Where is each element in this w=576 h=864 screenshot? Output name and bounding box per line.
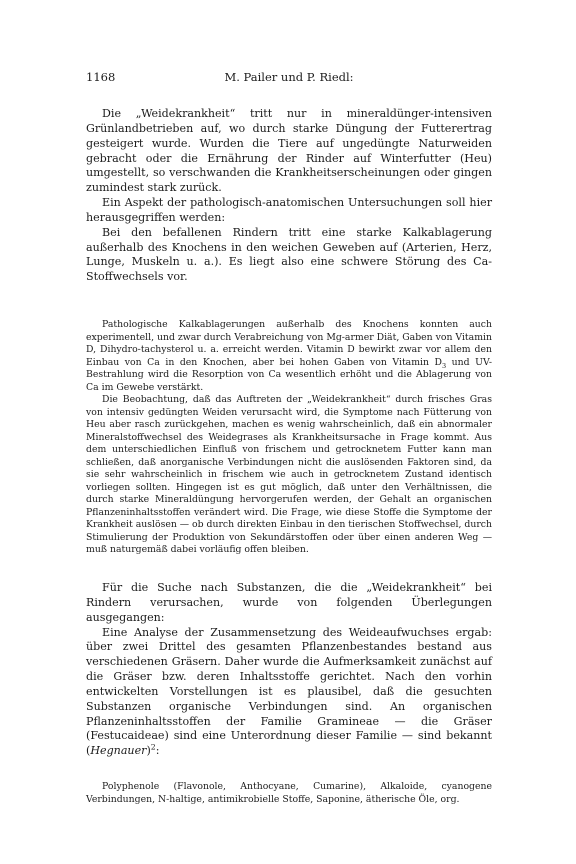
paragraph-compound-list: Polyphenole (Flavonole, Anthocyane, Cumarine), Alkaloide, cyanogene Verbindungen, N-haltige, antimikrobielle Stoffe, Saponine, ätherische Öle, org. bbox=[86, 781, 492, 805]
page-number: 1168 bbox=[86, 70, 116, 84]
page-header bbox=[86, 70, 492, 86]
running-title: M. Pailer und P. Riedl: bbox=[224, 70, 354, 84]
paragraph-analysis bbox=[86, 626, 492, 760]
text-segment: ) bbox=[146, 744, 151, 758]
body-text-block-1 bbox=[86, 107, 492, 285]
paragraph-pathological-calcification bbox=[86, 319, 492, 394]
text-segment: und UV-Bestrahlung wird die Resorption von Ca wesentlich erhöht und die Ablagerung von Ca im Gewebe verstärkt. bbox=[86, 356, 492, 393]
text-segment: : bbox=[155, 744, 160, 758]
text-segment: Eine Analyse der Zusammensetzung des Weideaufwuchses ergab: über zwei Drittel des gesamten Pflanzenbestandes bestand aus verschiedenen Gräsern. Daher wurde die Aufmerksamkeit zunächst auf die Gräser bzw. deren Inhaltsstoffe gerichtet. Nach den vorhin entwickelten Vorstellungen ist es plausibel, daß die gesuchten Substanzen organische Verbindungen sind. An organischen Pflanzeninhaltsstoffen der Familie Gramineae — die Gräser (Festucaideae) sind eine Unterordnung dieser Familie — sind bekannt ( bbox=[86, 625, 492, 758]
paragraph-weidekrankheit-intro: Die „Weidekrankheit“ tritt nur in mineraldünger-intensiven Grünlandbetrieben auf, wo durch starke Düngung der Futterertrag gesteigert wurde. Wurden die Tiere auf ungedüngte Naturweiden gebracht oder die Ernährung der Rinder auf Winterfutter (Heu) umgestellt, so verschwanden die Krankheitserscheinungen oder gingen zumindest stark zurück. bbox=[86, 107, 492, 195]
citation-author: Hegnauer bbox=[90, 744, 147, 758]
paragraph-aspect: Ein Aspekt der pathologisch-anatomischen Untersuchungen soll hier herausgegriffen werden: bbox=[86, 196, 492, 224]
paragraph-observation: Die Beobachtung, daß das Auftreten der „Weidekrankheit“ durch frisches Gras von intensiv gedüngten Weiden verursacht wird, die Symptome nach Fütterung von Heu aber rasch zurückgehen, machen es wenig wahrscheinlich, daß ein abnormaler Mineralstoffwechsel des Weidegrases als Krankheitsursache in Frage kommt. Aus dem unterschiedlichen Einfluß von frischem und getrocknetem Futter kann man schließen, daß anorganische Verbindungen nicht die auslösenden Faktoren sind, da sie sehr wahrscheinlich in frischem wie auch in getrocknetem Zustand identisch vorliegen sollten. Hingegen ist es gut möglich, daß unter den Verhältnissen, die durch starke Mineraldüngung hervorgerufen werden, der Gehalt an organischen Pflanzeninhaltsstoffen verändert wird. Die Frage, wie diese Stoffe die Symptome der Krankheit auslösen — ob durch direkten Einbau in den tierischen Stoffwechsel, durch Stimulierung der Produktion von Sekundärstoffen oder über einen anderen Weg — muß naturgemäß dabei vorläufig offen bleiben. bbox=[86, 394, 492, 555]
list-block bbox=[86, 780, 492, 806]
small-print-block bbox=[86, 319, 492, 557]
text-segment: Pathologische Kalkablagerungen außerhalb des Knochens konnten auch experimentell, und zwar durch Verabreichung von Mg-armer Diät, Gaben von Vitamin D, Dihydro-tachysterol u. a. erreicht werden. Vitamin D bewirkt zwar vor allem den Einbau von Ca in den Knochen, aber bei hohen Gaben von Vitamin D bbox=[86, 319, 492, 368]
subscript: 3 bbox=[442, 361, 447, 370]
paragraph-search: Für die Suche nach Substanzen, die die „Weidekrankheit“ bei Rindern verursachen, wurde von folgenden Überlegungen ausgegangen: bbox=[86, 581, 492, 624]
footnote-reference: 2 bbox=[150, 742, 156, 752]
body-text-block-2 bbox=[86, 581, 492, 759]
paragraph-calcification: Bei den befallenen Rindern tritt eine starke Kalkablagerung außerhalb des Knochens in den weichen Geweben auf (Arterien, Herz, Lunge, Muskeln u. a.). Es liegt also eine schwere Störung des Ca-Stoffwechsels vor. bbox=[86, 225, 492, 284]
